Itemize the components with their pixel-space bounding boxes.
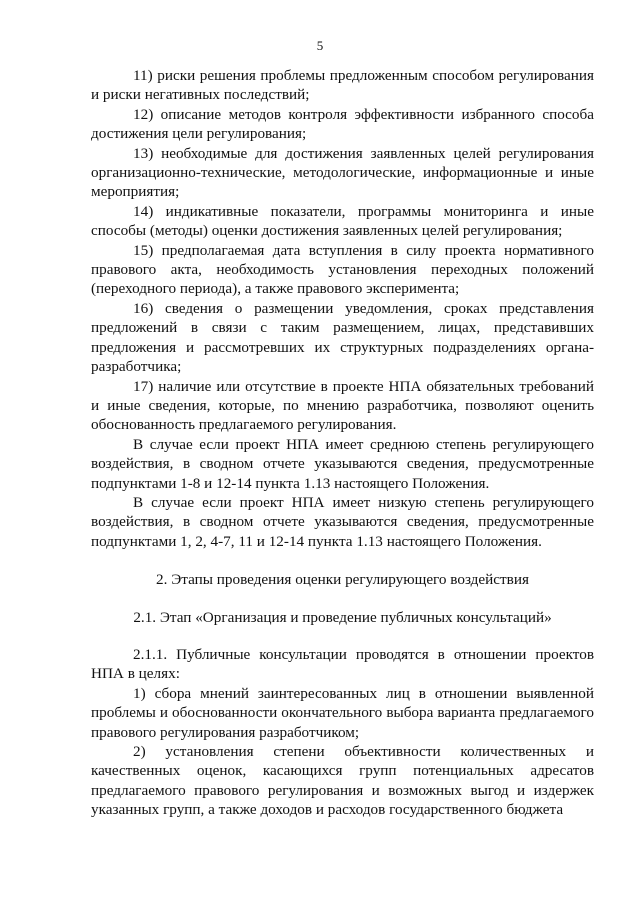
document-body: [91, 66, 594, 820]
page-number: 5: [316, 38, 324, 53]
consultation-goal-1: 1) сбора мнений заинтересованных лиц в отношении выявленной проблемы и обоснованности окончательного выбора варианта предлагаемого правового регулирования разработчиком;: [91, 684, 594, 741]
list-item-14: 14) индикативные показатели, программы мониторинга и иные способы (методы) оценки достижения заявленных целей регулирования;: [91, 202, 594, 240]
section-heading: 2. Этапы проведения оценки регулирующего воздействия: [156, 571, 529, 589]
paragraph-medium-impact: В случае если проект НПА имеет среднюю степень регулирующего воздействия, в сводном отчете указываются сведения, предусмотренные подпунктами 1-8 и 12-14 пункта 1.13 настоящего Положения.: [91, 435, 594, 492]
paragraph-low-impact: В случае если проект НПА имеет низкую степень регулирующего воздействия, в сводном отчете указываются сведения, предусмотренные подпунктами 1, 2, 4-7, 11 и 12-14 пункта 1.13 настоящего Положения.: [91, 493, 594, 550]
list-item-12: 12) описание методов контроля эффективности избранного способа достижения цели регулирования;: [91, 105, 594, 143]
paragraph-2-1-1: 2.1.1. Публичные консультации проводятся в отношении проектов НПА в целях:: [91, 645, 594, 683]
list-item-17: 17) наличие или отсутствие в проекте НПА обязательных требований и иные сведения, которые, по мнению разработчика, позволяют оценить обоснованность предлагаемого регулирования.: [91, 377, 594, 434]
list-item-16: 16) сведения о размещении уведомления, сроках представления предложений в связи с таким размещением, лицах, представивших предложения и рассмотревших их структурных подразделениях органа-разработчика;: [91, 299, 594, 376]
list-item-11: 11) риски решения проблемы предложенным способом регулирования и риски негативных последствий;: [91, 67, 594, 104]
list-item-15: 15) предполагаемая дата вступления в силу проекта нормативного правового акта, необходимость установления переходных положений (переходного периода), а также правового эксперимента;: [91, 241, 594, 298]
consultation-goal-2: 2) установления степени объективности количественных и качественных оценок, касающихся групп потенциальных адресатов предлагаемого правового регулирования и возможных выгод и издержек указанных групп, а также доходов и расходов государственного бюджета: [91, 743, 594, 819]
list-item-13: 13) необходимые для достижения заявленных целей регулирования организационно-технические, методологические, информационные и иные мероприятия;: [91, 144, 594, 201]
subsection-heading: 2.1. Этап «Организация и проведение публичных консультаций»: [133, 608, 552, 626]
